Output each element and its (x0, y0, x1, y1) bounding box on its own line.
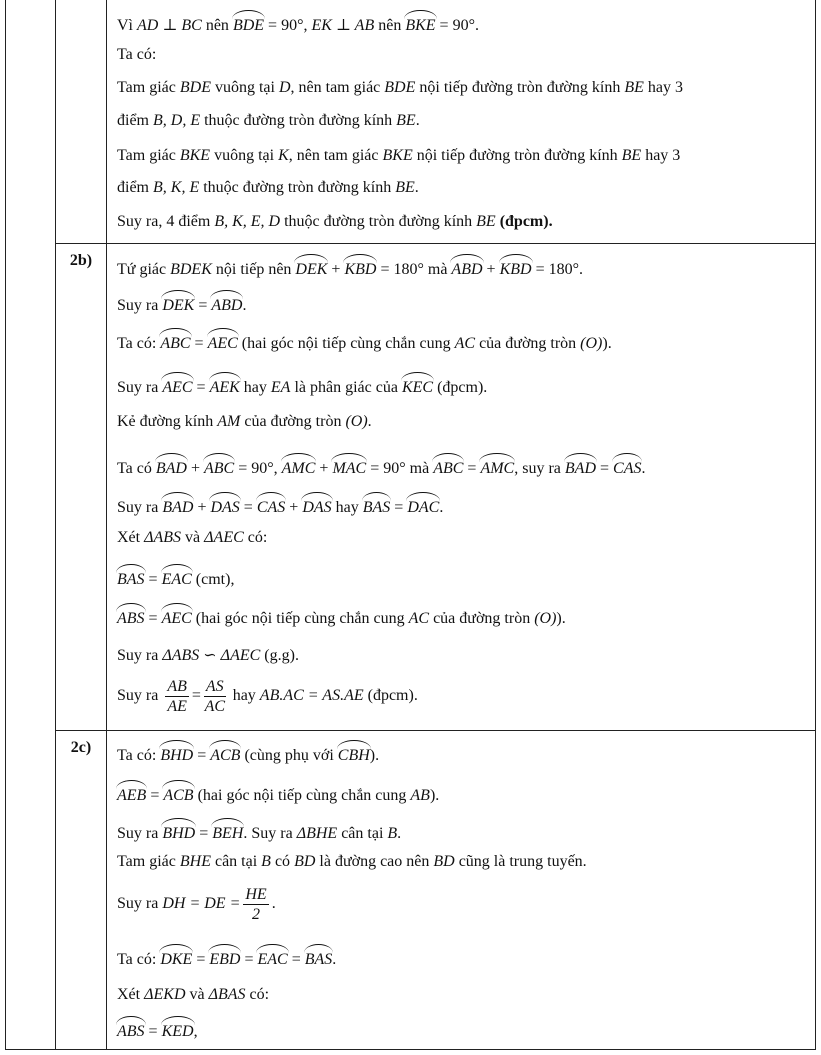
text-line: Suy ra $\frac{AB}{AE}$ = $\frac{AS}{AC}$ hay AB.AC = AS.AE (đpcm). (117, 678, 418, 715)
row-divider-2c (55, 730, 815, 731)
fraction: $\frac{AB}{AE}$ (167, 678, 187, 715)
text-line: điểm B, D, E thuộc đường tròn đường kính BE. (117, 112, 420, 129)
text-line: AEB = ACB (hai góc nội tiếp cùng chắn cung AB). (117, 782, 439, 806)
text-line: BAS = EAC (cmt), (117, 566, 234, 590)
text-line: Tam giác BKE vuông tại K, nên tam giác BKE nội tiếp đường tròn đường kính BE hay 3 (117, 147, 681, 164)
text-line: ABS = AEC (hai góc nội tiếp cùng chắn cung AC của đường tròn (O)). (117, 605, 566, 629)
text-line: Tứ giác BDEK nội tiếp nên DEK + KBD = 180° mà ABD + KBD = 180°. (117, 256, 583, 280)
table-col-divider-1 (55, 0, 56, 1050)
fraction: $\frac{HE}{2}$ (245, 886, 267, 923)
text-line: Suy ra, 4 điểm B, K, E, D thuộc đường tròn đường kính BE (đpcm). (117, 213, 553, 230)
row-label-2b: 2b) (69, 252, 93, 269)
table-border-right (815, 0, 816, 1050)
row-label-2c: 2c) (70, 739, 92, 756)
table-border-bottom (5, 1049, 816, 1050)
text-line: Tam giác BHE cân tại B có BD là đường cao nên BD cũng là trung tuyến. (117, 853, 587, 870)
text-line: điểm B, K, E thuộc đường tròn đường kính BE. (117, 179, 419, 196)
text-line: Vì AD ⊥ BC nên BDE = 90°, EK ⊥ AB nên BKE = 90°. (117, 12, 479, 36)
text-line: ABS = KED, (117, 1018, 198, 1042)
text-line: Ta có: DKE = EBD = EAC = BAS. (117, 946, 336, 970)
fraction: $\frac{AS}{AC}$ (204, 678, 226, 715)
text-line: Ta có: BHD = ACB (cùng phụ với CBH). (117, 742, 379, 766)
row-divider-2b (55, 243, 815, 244)
text-line: Xét ΔEKD và ΔBAS có: (117, 986, 270, 1003)
text-line: Suy ra DH = DE = $\frac{HE}{2}$ . (117, 886, 276, 923)
text-line: Kẻ đường kính AM của đường tròn (O). (117, 413, 372, 430)
text-line: Ta có: ABC = AEC (hai góc nội tiếp cùng chắn cung AC của đường tròn (O)). (117, 330, 612, 354)
text-line: Xét ΔABS và ΔAEC có: (117, 529, 268, 546)
text-line: Tam giác BDE vuông tại D, nên tam giác BDE nội tiếp đường tròn đường kính BE hay 3 (117, 79, 683, 96)
text-line: Suy ra BAD + DAS = CAS + DAS hay BAS = DAC. (117, 494, 443, 518)
text-line: Ta có: (117, 46, 157, 63)
table-col-divider-2 (106, 0, 107, 1050)
text-line: Suy ra ΔABS ∽ ΔAEC (g.g). (117, 647, 299, 664)
text-line: Suy ra AEC = AEK hay EA là phân giác của KEC (đpcm). (117, 374, 487, 398)
text-line: Suy ra DEK = ABD. (117, 292, 246, 316)
text-line: Ta có BAD + ABC = 90°, AMC + MAC = 90° mà ABC = AMC, suy ra BAD = CAS. (117, 455, 645, 479)
text-line: Suy ra BHD = BEH. Suy ra ΔBHE cân tại B. (117, 820, 401, 844)
table-border-left (5, 0, 6, 1050)
